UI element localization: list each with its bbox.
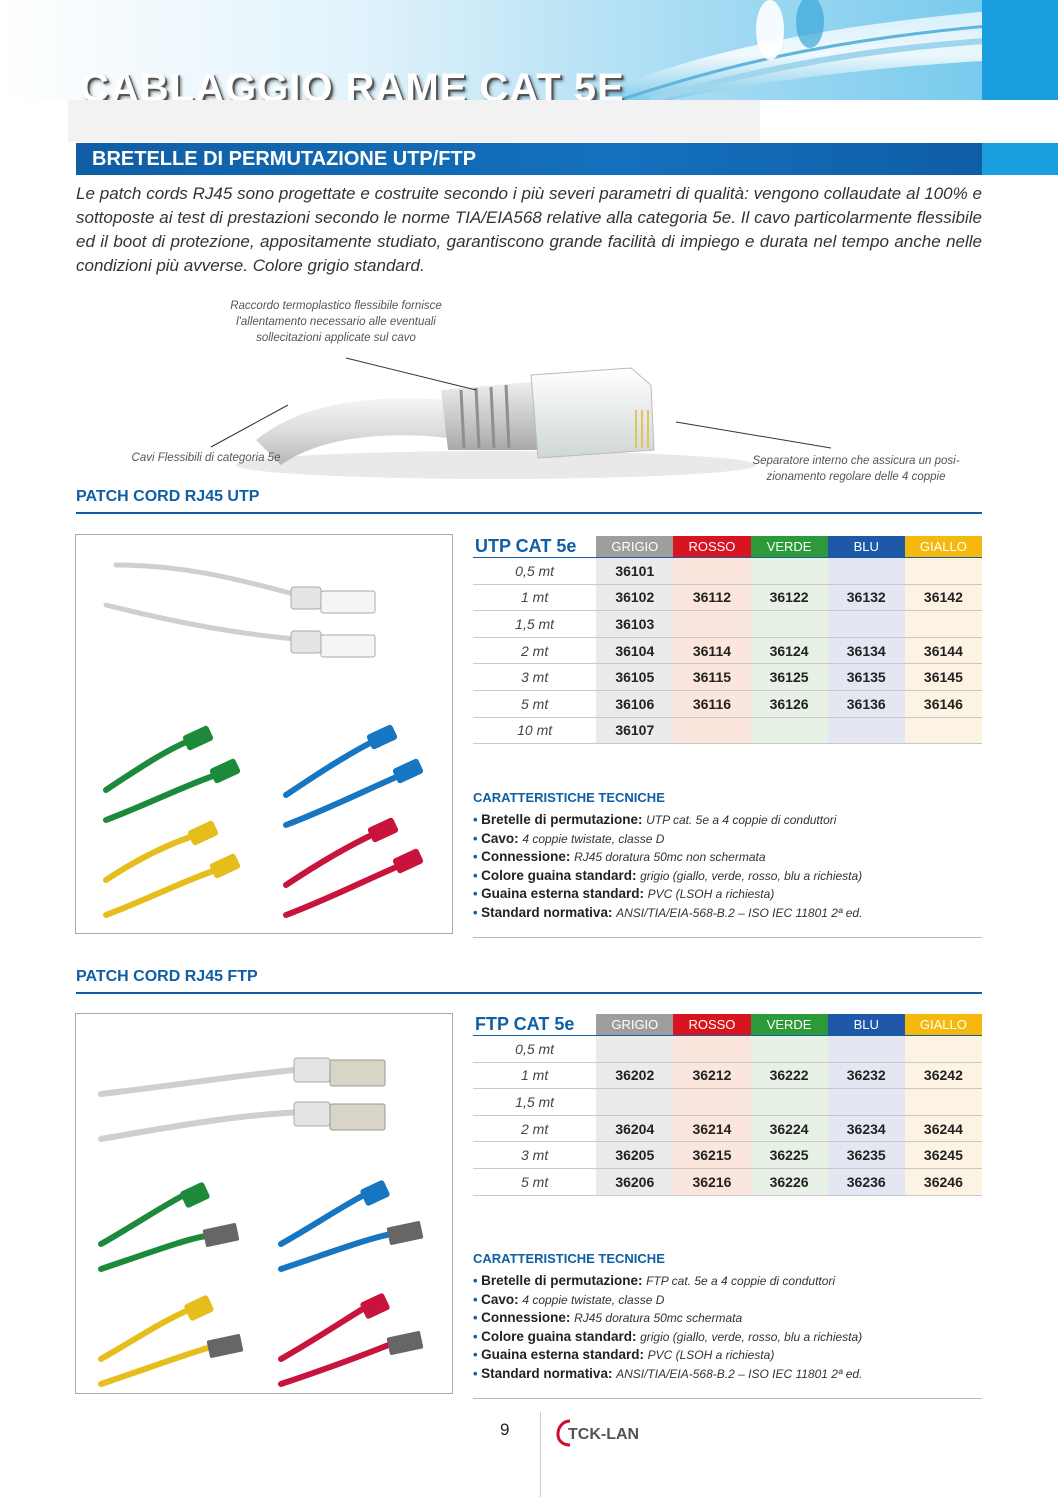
spec-item [473, 1346, 982, 1365]
intro-paragraph: Le patch cords RJ45 sono progettate e costruite secondo i più severi parametri di qualità: vengono collaudate al 100% e sottoposte ai test di prestazioni secondo le norme TIA/EIA568 relative alla categoria 5e. Il cavo particolarmente flessibile ed il boot di protezione, appositamente studiato, garantiscono grande facilità di impiego e durata nel tempo anche nelle condizioni più avverse. Colore grigio standard. [76, 184, 982, 275]
utp-cables-image [76, 535, 453, 934]
code-cell: 36125 [751, 664, 828, 691]
table-row [473, 1036, 982, 1063]
code-cell [751, 1089, 828, 1116]
code-cell: 36215 [673, 1142, 750, 1169]
spec-item [473, 867, 982, 886]
column-header-blu: BLU [828, 1014, 905, 1036]
code-cell: 36102 [596, 584, 673, 611]
code-cell [596, 1036, 673, 1063]
table-row [473, 637, 982, 664]
length-cell: 1 mt [473, 1062, 596, 1089]
utp-table-header [473, 536, 982, 558]
code-cell [673, 558, 750, 585]
spec-value: 4 coppie twistate, classe D [522, 831, 665, 846]
code-cell: 36132 [828, 584, 905, 611]
banner-underlay [68, 100, 760, 142]
spec-label: Colore guaina standard: [481, 1328, 637, 1344]
code-cell: 36142 [905, 584, 982, 611]
column-header-blu: BLU [828, 536, 905, 558]
table-row [473, 664, 982, 691]
code-cell [751, 717, 828, 744]
code-cell [828, 611, 905, 638]
logo-text: TCK-LAN [568, 1426, 640, 1443]
spec-label: Bretelle di permutazione: [481, 1273, 643, 1288]
spec-value: PVC (LSOH a richiesta) [647, 887, 775, 902]
code-cell [673, 611, 750, 638]
spec-label: Cavo: [481, 830, 519, 846]
code-cell [905, 717, 982, 744]
spec-item [473, 830, 982, 849]
length-cell: 2 mt [473, 637, 596, 664]
column-header-grigio: GRIGIO [596, 536, 673, 558]
column-header-grigio: GRIGIO [596, 1014, 673, 1036]
code-cell [905, 1036, 982, 1063]
code-cell: 36246 [905, 1168, 982, 1195]
code-cell [673, 717, 750, 744]
length-cell: 1,5 mt [473, 611, 596, 638]
length-cell: 10 mt [473, 717, 596, 744]
column-header-giallo: GIALLO [905, 1014, 982, 1036]
table-row [473, 1142, 982, 1169]
code-cell: 36212 [673, 1062, 750, 1089]
spec-label: Connessione: [481, 849, 571, 865]
spec-value: PVC (LSOH a richiesta) [647, 1348, 775, 1363]
table-row [473, 611, 982, 638]
section-title: BRETELLE DI PERMUTAZIONE UTP/FTP [92, 148, 477, 170]
code-cell: 36103 [596, 611, 673, 638]
code-cell: 36202 [596, 1062, 673, 1089]
table-row [473, 717, 982, 744]
spec-label: Connessione: [481, 1310, 571, 1326]
spec-label: Guaina esterna standard: [481, 886, 644, 902]
ftp-cables-image [76, 1014, 453, 1394]
ftp-photo [75, 1013, 453, 1394]
spec-label: Standard normativa: [481, 904, 613, 920]
connector-diagram [76, 290, 982, 490]
spec-item [473, 1328, 982, 1347]
code-cell: 36225 [751, 1142, 828, 1169]
bullet-icon: • [473, 886, 482, 902]
code-cell [828, 717, 905, 744]
table-row [473, 1062, 982, 1089]
code-cell: 36104 [596, 637, 673, 664]
bullet-icon: • [473, 1365, 482, 1381]
bullet-icon: • [473, 1273, 482, 1288]
spec-label: Guaina esterna standard: [481, 1347, 644, 1363]
code-cell: 36206 [596, 1168, 673, 1195]
spec-label: Bretelle di permutazione: [481, 812, 643, 827]
table-row [473, 584, 982, 611]
length-cell: 5 mt [473, 690, 596, 717]
spec-value: UTP cat. 5e a 4 coppie di conduttori [646, 813, 837, 827]
spec-item [473, 848, 982, 867]
length-cell: 0,5 mt [473, 1036, 596, 1063]
spec-item [473, 1365, 982, 1384]
code-cell: 36126 [751, 690, 828, 717]
code-cell: 36115 [673, 664, 750, 691]
column-header-verde: VERDE [751, 1014, 828, 1036]
column-header-verde: VERDE [751, 536, 828, 558]
code-cell: 36245 [905, 1142, 982, 1169]
code-cell: 36236 [828, 1168, 905, 1195]
code-cell: 36107 [596, 717, 673, 744]
code-cell: 36224 [751, 1115, 828, 1142]
code-cell: 36145 [905, 664, 982, 691]
code-cell [828, 1036, 905, 1063]
length-cell: 3 mt [473, 1142, 596, 1169]
ftp-heading: PATCH CORD RJ45 FTP [76, 968, 982, 994]
column-header-giallo: GIALLO [905, 536, 982, 558]
code-cell [905, 1089, 982, 1116]
spec-value: grigio (giallo, verde, rosso, blu a richiesta) [640, 868, 863, 883]
length-cell: 1,5 mt [473, 1089, 596, 1116]
code-cell [596, 1089, 673, 1116]
code-cell [905, 558, 982, 585]
code-cell: 36204 [596, 1115, 673, 1142]
code-cell: 36134 [828, 637, 905, 664]
code-cell: 36105 [596, 664, 673, 691]
section-bar-accent [982, 143, 1058, 175]
code-cell [673, 1036, 750, 1063]
spec-item [473, 904, 982, 923]
table-row [473, 1115, 982, 1142]
header-banner [0, 0, 1058, 100]
code-cell: 36122 [751, 584, 828, 611]
column-header-rosso: ROSSO [673, 536, 750, 558]
spec-label: Cavo: [481, 1291, 519, 1307]
code-cell [828, 558, 905, 585]
spec-item [473, 811, 982, 830]
bullet-icon: • [473, 849, 482, 865]
spec-item [473, 1272, 982, 1291]
spec-value: 4 coppie twistate, classe D [522, 1292, 665, 1307]
code-cell: 36146 [905, 690, 982, 717]
ftp-price-table [473, 1014, 982, 1196]
code-cell [751, 611, 828, 638]
section-bar [76, 143, 982, 175]
spec-label: Standard normativa: [481, 1365, 613, 1381]
code-cell [673, 1089, 750, 1116]
utp-table-title: UTP CAT 5e [473, 536, 596, 558]
caption-separator: Separatore interno che assicura un posi- zionamento regolare delle 4 coppie [752, 455, 960, 483]
ftp-specs [473, 1251, 982, 1399]
caption-boot: Raccordo termoplastico flessibile fornisce l'allentamento necessario alle eventuali sollecitazioni applicate sul cavo [230, 300, 442, 344]
utp-specs [473, 790, 982, 938]
code-cell: 36205 [596, 1142, 673, 1169]
length-cell: 1 mt [473, 584, 596, 611]
page-title: CABLAGGIO RAME CAT 5E [80, 66, 625, 100]
spec-item [473, 1309, 982, 1328]
spec-value: RJ45 doratura 50mc non schermata [574, 850, 766, 865]
bullet-icon: • [473, 1347, 482, 1363]
table-row [473, 690, 982, 717]
code-cell [828, 1089, 905, 1116]
code-cell: 36112 [673, 584, 750, 611]
utp-photo [75, 534, 453, 934]
bullet-icon: • [473, 830, 482, 846]
code-cell: 36214 [673, 1115, 750, 1142]
table-row [473, 1089, 982, 1116]
spec-value: FTP cat. 5e a 4 coppie di conduttori [646, 1274, 836, 1288]
spec-value: grigio (giallo, verde, rosso, blu a richiesta) [640, 1329, 863, 1344]
bullet-icon: • [473, 904, 482, 920]
code-cell: 36106 [596, 690, 673, 717]
code-cell: 36101 [596, 558, 673, 585]
code-cell: 36234 [828, 1115, 905, 1142]
length-cell: 2 mt [473, 1115, 596, 1142]
code-cell: 36124 [751, 637, 828, 664]
spec-item [473, 885, 982, 904]
ftp-table-header [473, 1014, 982, 1036]
code-cell: 36116 [673, 690, 750, 717]
bullet-icon: • [473, 1310, 482, 1326]
footer-divider [540, 1412, 541, 1497]
tck-lan-logo [548, 1418, 668, 1448]
column-header-rosso: ROSSO [673, 1014, 750, 1036]
table-row [473, 558, 982, 585]
code-cell: 36136 [828, 690, 905, 717]
code-cell [905, 611, 982, 638]
length-cell: 3 mt [473, 664, 596, 691]
code-cell: 36216 [673, 1168, 750, 1195]
spec-label: Colore guaina standard: [481, 867, 637, 883]
code-cell: 36244 [905, 1115, 982, 1142]
code-cell: 36144 [905, 637, 982, 664]
table-row [473, 1168, 982, 1195]
spec-value: ANSI/TIA/EIA-568-B.2 – ISO IEC 11801 2ª ed. [616, 1366, 863, 1381]
utp-specs-title: CARATTERISTICHE TECNICHE [473, 790, 665, 805]
bullet-icon: • [473, 1328, 482, 1344]
spec-value: ANSI/TIA/EIA-568-B.2 – ISO IEC 11801 2ª ed. [616, 905, 863, 920]
code-cell: 36135 [828, 664, 905, 691]
code-cell [751, 1036, 828, 1063]
bullet-icon: • [473, 812, 482, 827]
code-cell [751, 558, 828, 585]
page-number: 9 [500, 1420, 510, 1439]
caption-cable: Cavi Flessibili di categoria 5e [131, 452, 281, 464]
length-cell: 5 mt [473, 1168, 596, 1195]
bullet-icon: • [473, 867, 482, 883]
cable-illustration [560, 0, 1000, 100]
length-cell: 0,5 mt [473, 558, 596, 585]
ftp-table-title: FTP CAT 5e [473, 1014, 596, 1036]
spec-value: RJ45 doratura 50mc schermata [574, 1311, 743, 1326]
bullet-icon: • [473, 1291, 482, 1307]
code-cell: 36114 [673, 637, 750, 664]
code-cell: 36232 [828, 1062, 905, 1089]
code-cell: 36242 [905, 1062, 982, 1089]
utp-heading: PATCH CORD RJ45 UTP [76, 488, 982, 514]
code-cell: 36226 [751, 1168, 828, 1195]
ftp-specs-title: CARATTERISTICHE TECNICHE [473, 1251, 665, 1266]
code-cell: 36222 [751, 1062, 828, 1089]
utp-price-table [473, 536, 982, 744]
spec-item [473, 1291, 982, 1310]
code-cell: 36235 [828, 1142, 905, 1169]
